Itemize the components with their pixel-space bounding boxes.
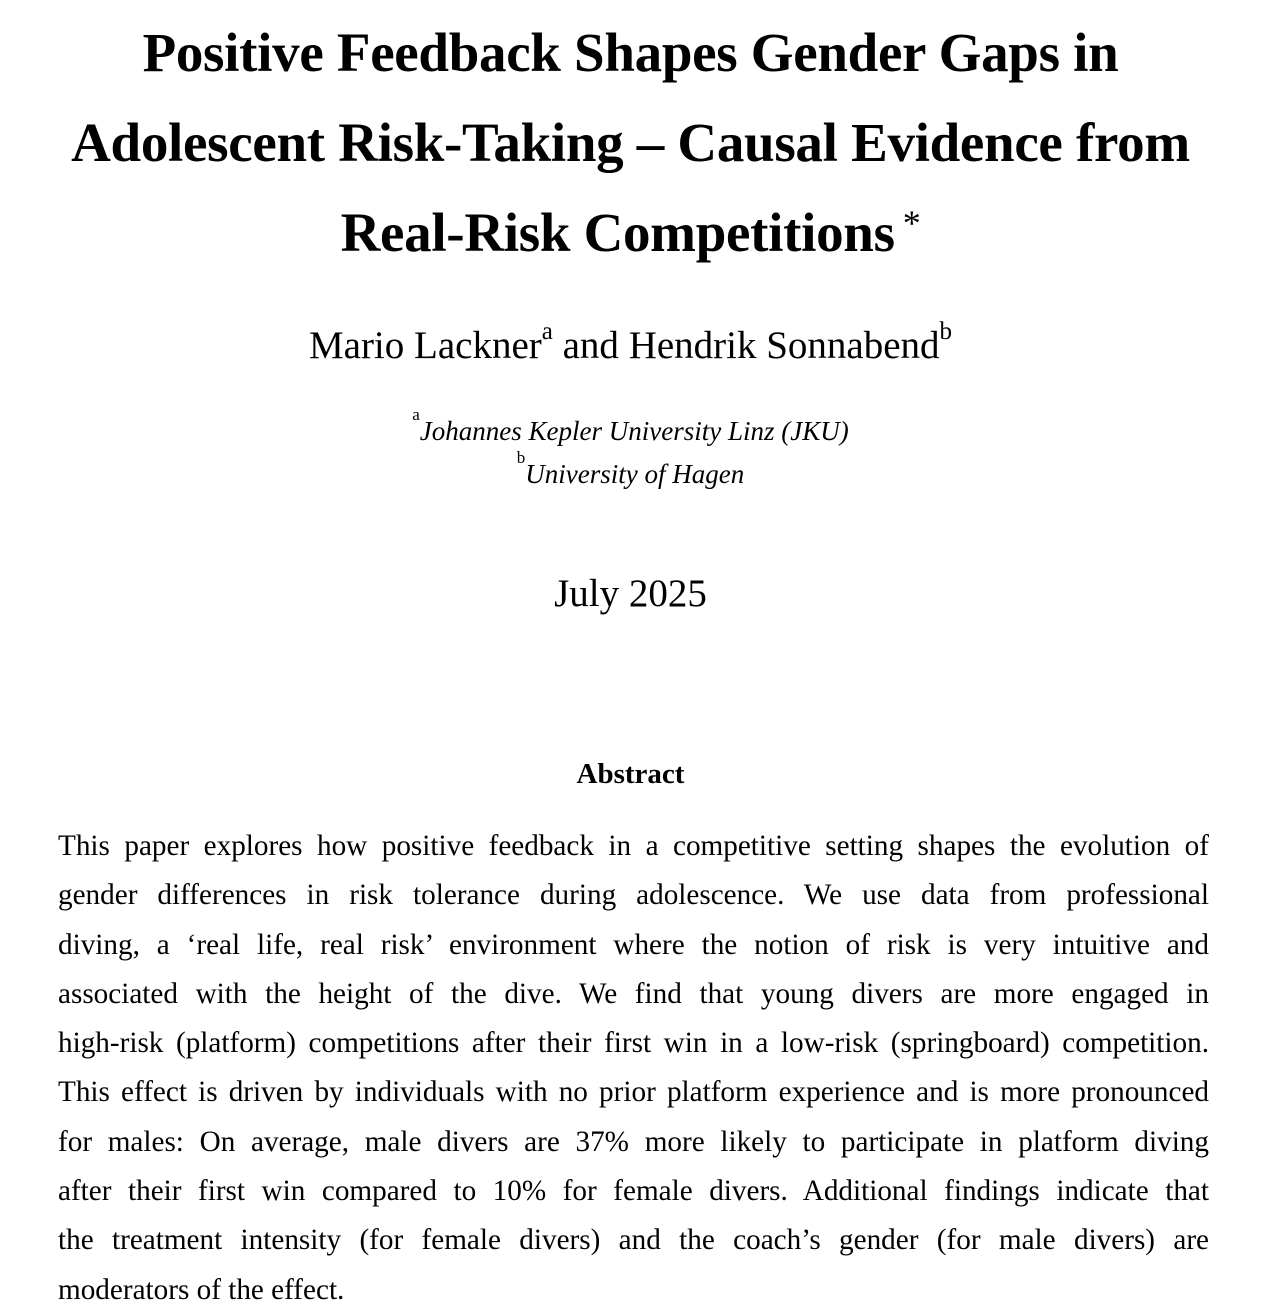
title-line-2: Adolescent Risk-Taking – Causal Evidence from xyxy=(71,112,1190,173)
affiliation-b-mark: b xyxy=(516,448,526,467)
title-line-3-text: Real-Risk Competitions xyxy=(340,202,895,263)
author-name-2: Hendrik Sonnabend xyxy=(628,324,940,367)
title-line-3 xyxy=(0,188,1261,284)
affiliation-b xyxy=(0,448,1261,496)
abstract-line: high-risk (platform) competitions after their first win in a low-risk (springboard) competition. xyxy=(58,1027,1209,1060)
author-2-affiliation-mark[interactable]: b xyxy=(939,318,953,345)
abstract-line: This effect is driven by individuals with no prior platform experience and is more pronounced xyxy=(58,1076,1209,1109)
author-list xyxy=(0,318,1261,370)
abstract-line: for males: On average, male divers are 37% more likely to participate in platform diving xyxy=(58,1125,1209,1158)
abstract-line: associated with the height of the dive. We find that young divers are more engaged in xyxy=(58,977,1209,1010)
affiliation-a-mark: a xyxy=(412,405,420,424)
affiliation-a-name: Johannes Kepler University Linz (JKU) xyxy=(419,416,849,446)
publication-date: July 2025 xyxy=(554,572,707,615)
affiliation-a xyxy=(0,405,1261,453)
title-line-1: Positive Feedback Shapes Gender Gaps in xyxy=(142,22,1119,83)
abstract-line: the treatment intensity (for female divers) and the coach’s gender (for male divers) are xyxy=(58,1224,1209,1257)
paper-title xyxy=(0,8,1261,284)
title-footnote-mark[interactable]: * xyxy=(902,203,921,243)
author-name-1: Mario Lackner xyxy=(308,324,542,367)
affiliation-list xyxy=(0,405,1261,496)
affiliation-b-name: University of Hagen xyxy=(525,459,745,489)
author-1-affiliation-mark[interactable]: a xyxy=(541,318,553,345)
author-connector: and xyxy=(552,324,629,367)
abstract-body xyxy=(58,822,1209,1315)
abstract-line: moderators of the effect. xyxy=(58,1273,345,1306)
abstract-heading: Abstract xyxy=(576,758,685,790)
abstract-line: after their first win compared to 10% for female divers. Additional findings indicate that xyxy=(58,1175,1209,1208)
abstract-line: gender differences in risk tolerance during adolescence. We use data from professional xyxy=(58,879,1209,912)
abstract-line: This paper explores how positive feedback in a competitive setting shapes the evolution of xyxy=(58,830,1209,862)
abstract-line: diving, a ‘real life, real risk’ environment where the notion of risk is very intuitive and xyxy=(58,928,1209,961)
